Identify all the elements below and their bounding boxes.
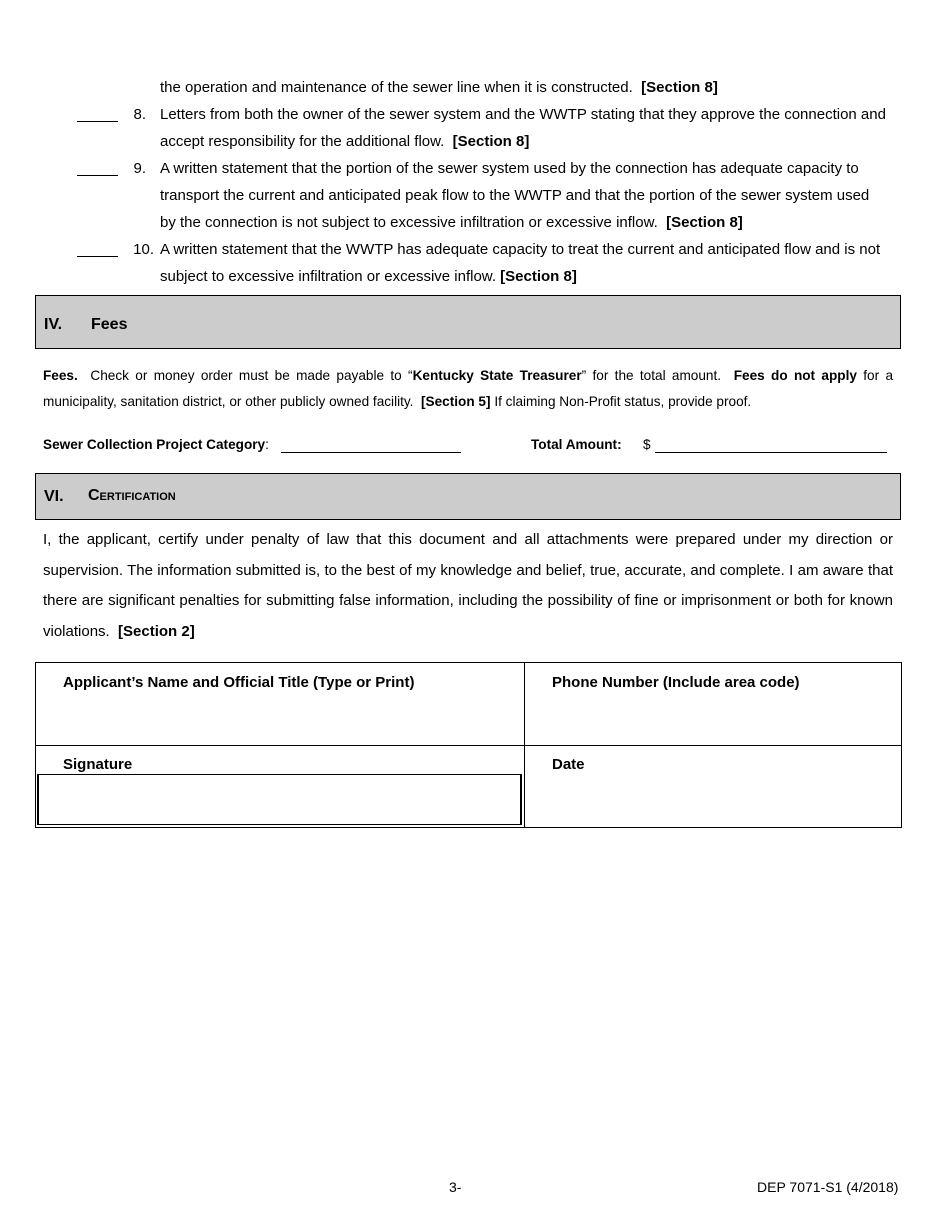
applicant-name-field[interactable]	[36, 689, 524, 745]
date-field[interactable]	[525, 773, 901, 827]
certification-section-header	[35, 473, 901, 520]
fees-payee: Kentucky State Treasurer	[412, 368, 582, 383]
item-9-text: A written statement that the portion of the sewer system used by the connection has adequate capacity to transport the current and anticipated peak flow to the WWTP and that the portion of the sewer system used by the connection is not subject to excessive infiltration or excessive inflow.	[160, 160, 870, 231]
item-9-number: 9.	[133, 160, 146, 177]
certification-statement-text: I, the applicant, certify under penalty of law that this document and all attachments were prepared under my direction or supervision. The information submitted is, to the best of my knowledge and belief, true, accurate, and complete. I am aware that there are significant penalties for submitting false information, including the possibility of fine or imprisonment or both for known violations.	[43, 531, 893, 640]
form-id: DEP 7071-S1 (4/2018)	[757, 1179, 899, 1195]
date-label: Date	[552, 756, 585, 773]
item-8-text: Letters from both the owner of the sewer system and the WWTP stating that they approve the connection and accept responsibility for the additional flow.	[160, 106, 886, 150]
certification-section-number: VI.	[44, 488, 64, 505]
phone-number-field[interactable]	[525, 689, 901, 745]
table-horizontal-divider	[36, 745, 901, 746]
item-10-text: A written statement that the WWTP has adequate capacity to treat the current and anticipated flow and is not subject to excessive infiltration or excessive inflow.	[160, 241, 881, 285]
applicant-name-label: Applicant’s Name and Official Title (Type or Print)	[63, 674, 415, 691]
section-ref: [Section 5]	[421, 394, 491, 409]
fees-lead: Fees.	[43, 368, 78, 383]
project-category-colon: :	[265, 437, 269, 452]
fees-exemption: Fees do not apply	[733, 368, 857, 383]
section-ref: [Section 8]	[452, 133, 530, 150]
checkbox-blank-item-9[interactable]	[77, 175, 118, 176]
fees-text: for a municipality, sanitation district, or other publicly owned facility.	[43, 368, 893, 409]
signature-field[interactable]	[37, 774, 522, 825]
signature-table	[35, 662, 902, 828]
fees-text: ” for the total amount.	[581, 368, 722, 383]
currency-symbol: $	[643, 437, 651, 452]
item-7-continuation	[160, 74, 890, 101]
section-ref: [Section 8]	[641, 79, 718, 96]
project-category-label-text: Sewer Collection Project Category	[43, 437, 266, 452]
certification-section-title: Certification	[88, 487, 176, 504]
certification-statement	[43, 525, 893, 647]
item-8	[160, 101, 888, 155]
item-10	[160, 236, 888, 290]
fees-paragraph	[43, 363, 893, 415]
project-category-label	[43, 437, 269, 452]
item-8-number: 8.	[133, 106, 146, 123]
item-9	[160, 155, 888, 236]
checkbox-blank-item-10[interactable]	[77, 256, 118, 257]
total-amount-field[interactable]	[655, 452, 887, 453]
item-10-number: 10.	[133, 241, 154, 258]
section-ref: [Section 8]	[666, 214, 743, 231]
section-ref: [Section 2]	[118, 622, 195, 640]
fees-text: Check or money order must be made payable to “	[90, 368, 413, 383]
project-category-field[interactable]	[281, 452, 461, 453]
signature-label: Signature	[63, 756, 133, 773]
item-7-continuation-text: the operation and maintenance of the sewer line when it is constructed.	[160, 79, 633, 96]
section-ref: [Section 8]	[500, 268, 577, 285]
phone-number-label: Phone Number (Include area code)	[552, 674, 800, 691]
page-number: 3-	[449, 1179, 462, 1195]
fees-text: If claiming Non-Profit status, provide proof.	[494, 394, 752, 409]
total-amount-label: Total Amount:	[531, 437, 622, 452]
checkbox-blank-item-8[interactable]	[77, 121, 118, 122]
fees-section-header	[35, 295, 901, 349]
fees-section-number: IV.	[44, 316, 63, 333]
fees-section-title: Fees	[91, 316, 128, 333]
